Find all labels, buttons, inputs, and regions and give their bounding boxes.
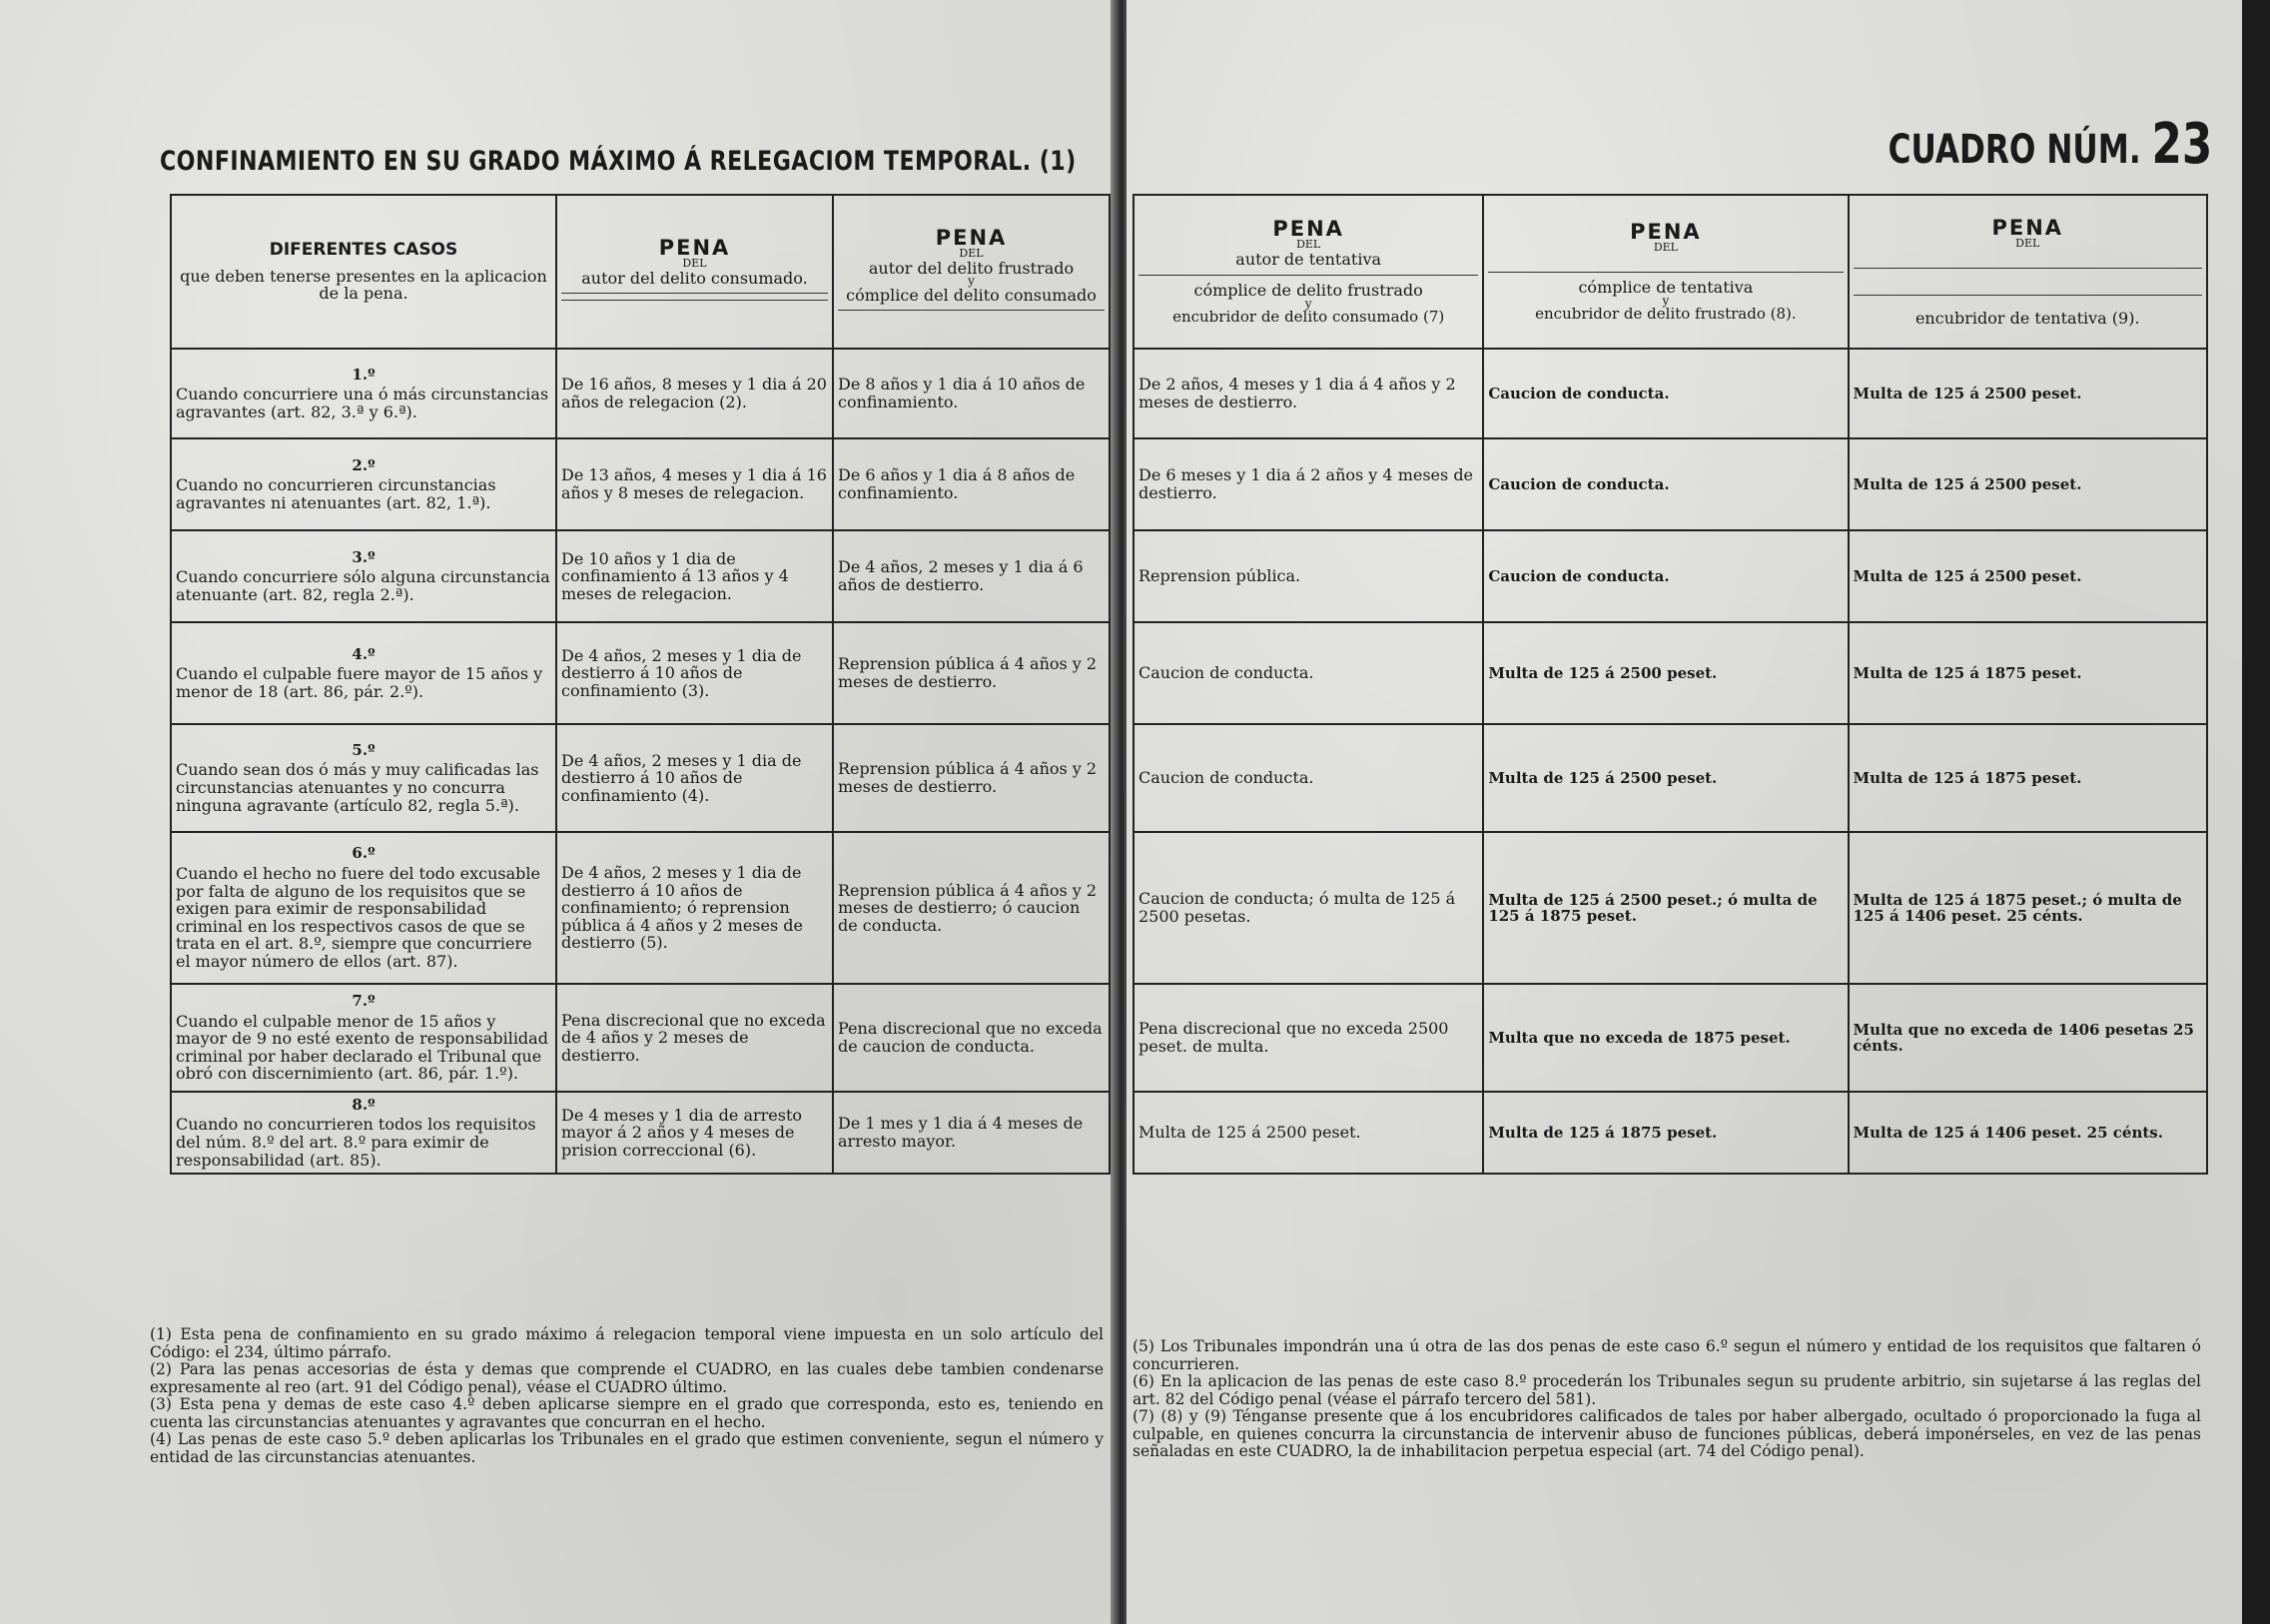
footnote: (6) En la aplicacion de las penas de este caso 8.º procederán los Tribunales segun su prudente arbitrio, sin sujetarse á las reglas del art. 82 del Código penal (véase el párrafo tercero del 581). [1133, 1372, 2201, 1408]
table-row [171, 984, 1110, 1092]
penalty-cell: De 4 años, 2 meses y 1 dia á 6 años de destierro. [833, 530, 1110, 622]
case-cell [171, 984, 556, 1092]
penalty-cell: Caucion de conducta; ó multa de 125 á 2500 pesetas. [1134, 832, 1483, 984]
case-cell [171, 622, 556, 724]
penalty-cell: Caucion de conducta. [1483, 530, 1848, 622]
penalty-cell: De 8 años y 1 dia á 10 años de confinamiento. [833, 349, 1110, 438]
penalty-cell: De 10 años y 1 dia de confinamiento á 13 años y 4 meses de relegacion. [556, 530, 833, 622]
del-label: DEL [959, 246, 984, 260]
left-table [170, 194, 1111, 1175]
table-row [171, 530, 1110, 622]
case-cell [171, 832, 556, 984]
col3-label-a: autor de tentativa [1235, 250, 1382, 270]
left-table-body [171, 349, 1110, 1174]
penalty-cell: De 1 mes y 1 dia á 4 meses de arresto mayor. [833, 1092, 1110, 1174]
case-text: Cuando concurriere sólo alguna circunstancia atenuante (art. 82, regla 2.ª). [176, 567, 550, 604]
case-text: Cuando el hecho no fuere del todo excusable por falta de alguno de los requisitos que se exigen para eximir de responsabilidad criminal en los respectivos casos de que se trata en el art. 8.º, siempre que concurriere el mayor número de ellos (art. 87). [176, 863, 540, 971]
col4-label-b: encubridor de delito frustrado (8). [1535, 305, 1797, 324]
pena-label: PENA [935, 225, 1008, 250]
penalty-cell: De 6 años y 1 dia á 8 años de confinamiento. [833, 438, 1110, 530]
penalty-cell: De 13 años, 4 meses y 1 dia á 16 años y 8 meses de relegacion. [556, 438, 833, 530]
footnote: (5) Los Tribunales impondrán una ú otra de las dos penas de este caso 6.º segun el número y entidad de los requisitos que faltaren ó concurrieren. [1133, 1337, 2201, 1373]
header-rule [1138, 275, 1478, 276]
penalty-cell: De 4 años, 2 meses y 1 dia de destierro á 10 años de confinamiento (4). [556, 724, 833, 832]
penalty-cell: Caucion de conducta. [1134, 622, 1483, 724]
left-page [0, 0, 1117, 1624]
penalty-cell: Reprension pública. [1134, 530, 1483, 622]
footnote: (3) Esta pena y demas de este caso 4.º deben aplicarse siempre en el grado que corresponda, esto es, teniendo en cuenta las circunstancias atenuantes y agravantes que concurran en el hecho. [150, 1395, 1104, 1431]
right-table [1133, 194, 2208, 1175]
footnote: (1) Esta pena de confinamiento en su grado máximo á relegacion temporal viene impuesta en un solo artículo del Código: el 234, último párrafo. [150, 1325, 1104, 1361]
right-title [1888, 112, 2212, 177]
table-row [1134, 724, 2207, 832]
pena-label: PENA [1630, 220, 1702, 245]
page-edge [2242, 0, 2270, 1624]
table-row [171, 724, 1110, 832]
penalty-cell: Pena discrecional que no exceda de caucion de conducta. [833, 984, 1110, 1092]
table-row [171, 1092, 1110, 1174]
case-number: 6.º [352, 844, 376, 863]
col3-label-b: cómplice de delito frustrado [1193, 281, 1423, 301]
table-row [171, 832, 1110, 984]
case-text: Cuando el culpable fuere mayor de 15 años y menor de 18 (art. 86, pár. 2.º). [176, 664, 543, 701]
header-col5 [1849, 195, 2208, 349]
penalty-cell: De 4 años, 2 meses y 1 dia de destierro á 10 años de confinamiento (3). [556, 622, 833, 724]
case-number: 4.º [352, 644, 376, 663]
case-number: 5.º [352, 740, 376, 759]
penalty-cell: Multa de 125 á 2500 peset. [1483, 724, 1848, 832]
col5-label: encubridor de tentativa (9). [1914, 308, 2140, 328]
table-row [171, 438, 1110, 530]
col4-label-a: cómplice de tentativa [1578, 278, 1754, 298]
penalty-cell: Multa de 125 á 2500 peset. [1849, 438, 2208, 530]
col2-label-b: cómplice del delito consumado [846, 285, 1097, 305]
header-casos [171, 195, 556, 349]
penalty-cell: Multa de 125 á 2500 peset. [1849, 530, 2208, 622]
penalty-cell: De 4 meses y 1 dia de arresto mayor á 2 años y 4 meses de prision correccional (6). [556, 1092, 833, 1174]
penalty-cell: Multa de 125 á 1875 peset.; ó multa de 125 á 1406 peset. 25 cénts. [1849, 832, 2208, 984]
penalty-cell: Multa que no exceda de 1875 peset. [1483, 984, 1848, 1092]
pena-label: PENA [1991, 215, 2064, 240]
penalty-cell: Reprension pública á 4 años y 2 meses de destierro; ó caucion de conducta. [833, 832, 1110, 984]
col3-label-y: y [1304, 296, 1312, 311]
table-row [1134, 622, 2207, 724]
header-rule [561, 300, 828, 301]
penalty-cell: Pena discrecional que no exceda 2500 peset. de multa. [1134, 984, 1483, 1092]
penalty-cell: Multa de 125 á 2500 peset.; ó multa de 125 á 1875 peset. [1483, 832, 1848, 984]
case-text: Cuando no concurrieren circunstancias agravantes ni atenuantes (art. 82, 1.ª). [176, 475, 496, 512]
penalty-cell: Multa que no exceda de 1406 pesetas 25 cénts. [1849, 984, 2208, 1092]
header-rule [561, 293, 828, 294]
header-col1 [556, 195, 833, 349]
table-row [171, 622, 1110, 724]
table-row [1134, 438, 2207, 530]
case-text: Cuando concurriere una ó más circunstancias agravantes (art. 82, 3.ª y 6.ª). [176, 385, 549, 421]
casos-subtitle: que deben tenerse presentes en la aplicacion de la pena. [180, 266, 547, 304]
case-number: 3.º [352, 547, 376, 566]
col2-label-y: y [968, 274, 975, 289]
table-row [1134, 1092, 2207, 1174]
case-cell [171, 349, 556, 438]
header-rule [838, 310, 1105, 311]
penalty-cell: Multa de 125 á 1406 peset. 25 cénts. [1849, 1092, 2208, 1174]
table-row [1134, 530, 2207, 622]
penalty-cell: De 6 meses y 1 dia á 2 años y 4 meses de destierro. [1134, 438, 1483, 530]
del-label: DEL [1653, 241, 1678, 255]
right-page [1127, 0, 2242, 1624]
case-cell [171, 530, 556, 622]
table-row [1134, 832, 2207, 984]
penalty-cell: Multa de 125 á 2500 peset. [1134, 1092, 1483, 1174]
del-label: DEL [1296, 238, 1321, 252]
penalty-cell: Multa de 125 á 1875 peset. [1483, 1092, 1848, 1174]
penalty-cell: Multa de 125 á 1875 peset. [1849, 724, 2208, 832]
case-number: 1.º [352, 365, 376, 384]
left-header-row [171, 195, 1110, 349]
penalty-cell: Caucion de conducta. [1483, 349, 1848, 438]
table-row [171, 349, 1110, 438]
case-number: 7.º [352, 992, 376, 1011]
right-header-row [1134, 195, 2207, 349]
cuadro-label: CUADRO NÚM. [1888, 127, 2141, 173]
col2-label-a: autor del delito frustrado [868, 258, 1075, 278]
case-number: 2.º [352, 455, 376, 474]
casos-title: DIFERENTES CASOS [269, 240, 458, 261]
footnote: (7) (8) y (9) Ténganse presente que á los encubridores calificados de tales por haber albergado, ocultado ó proporcionado la fuga al culpable, en quienes concurra la circunstancia de intervenir abuso de funciones públicas, deberá imponérseles, en vez de las penas señaladas en este CUADRO, la de inhabilitacion perpetua especial (art. 74 del Código penal). [1133, 1407, 2201, 1460]
penalty-cell: Caucion de conducta. [1134, 724, 1483, 832]
penalty-cell: De 4 años, 2 meses y 1 dia de destierro á 10 años de confinamiento; ó reprension pública á 4 años y 2 meses de destierro (5). [556, 832, 833, 984]
case-text: Cuando no concurrieren todos los requisitos del núm. 8.º del art. 8.º para eximir de responsabilidad (art. 85). [176, 1115, 536, 1170]
penalty-cell: Reprension pública á 4 años y 2 meses de destierro. [833, 724, 1110, 832]
right-notes [1133, 1338, 2201, 1461]
left-title: CONFINAMIENTO EN SU GRADO MÁXIMO Á RELEGACIOM TEMPORAL. (1) [160, 146, 1077, 177]
del-label: DEL [682, 256, 707, 270]
header-rule [1488, 272, 1843, 273]
del-label: DEL [2015, 236, 2040, 250]
penalty-cell: De 2 años, 4 meses y 1 dia á 4 años y 2 meses de destierro. [1134, 349, 1483, 438]
header-rule [1854, 268, 2203, 269]
case-text: Cuando sean dos ó más y muy calificadas las circunstancias atenuantes y no concurra ninguna agravante (artículo 82, regla 5.ª). [176, 760, 539, 815]
cuadro-number: 23 [2151, 112, 2212, 177]
header-rule [1854, 295, 2203, 296]
pena-label: PENA [1272, 217, 1344, 242]
penalty-cell: Reprension pública á 4 años y 2 meses de destierro. [833, 622, 1110, 724]
case-cell [171, 438, 556, 530]
col1-label: autor del delito consumado. [581, 268, 808, 288]
penalty-cell: Pena discrecional que no exceda de 4 años y 2 meses de destierro. [556, 984, 833, 1092]
penalty-cell: De 16 años, 8 meses y 1 dia á 20 años de relegacion (2). [556, 349, 833, 438]
header-col4 [1483, 195, 1848, 349]
left-notes [150, 1326, 1104, 1466]
pena-label: PENA [658, 235, 731, 260]
footnote: (4) Las penas de este caso 5.º deben aplicarlas los Tribunales en el grado que estimen conveniente, segun el número y entidad de las circunstancias atenuantes. [150, 1430, 1104, 1466]
right-table-body [1134, 349, 2207, 1174]
case-number: 8.º [352, 1095, 376, 1114]
col4-label-y: y [1662, 293, 1670, 308]
col3-label-c: encubridor de delito consumado (7) [1172, 308, 1445, 327]
table-row [1134, 349, 2207, 438]
table-row [1134, 984, 2207, 1092]
penalty-cell: Multa de 125 á 1875 peset. [1849, 622, 2208, 724]
case-cell [171, 1092, 556, 1174]
penalty-cell: Multa de 125 á 2500 peset. [1483, 622, 1848, 724]
penalty-cell: Multa de 125 á 2500 peset. [1849, 349, 2208, 438]
penalty-cell: Caucion de conducta. [1483, 438, 1848, 530]
case-text: Cuando el culpable menor de 15 años y mayor de 9 no esté exento de responsabilidad criminal por haber declarado el Tribunal que obró con discernimiento (art. 86, pár. 1.º). [176, 1011, 548, 1084]
header-col2 [833, 195, 1110, 349]
footnote: (2) Para las penas accesorias de ésta y demas que comprende el CUADRO, en las cuales debe tambien condenarse expresamente al reo (art. 91 del Código penal), véase el CUADRO último. [150, 1360, 1104, 1396]
case-cell [171, 724, 556, 832]
header-col3 [1134, 195, 1483, 349]
